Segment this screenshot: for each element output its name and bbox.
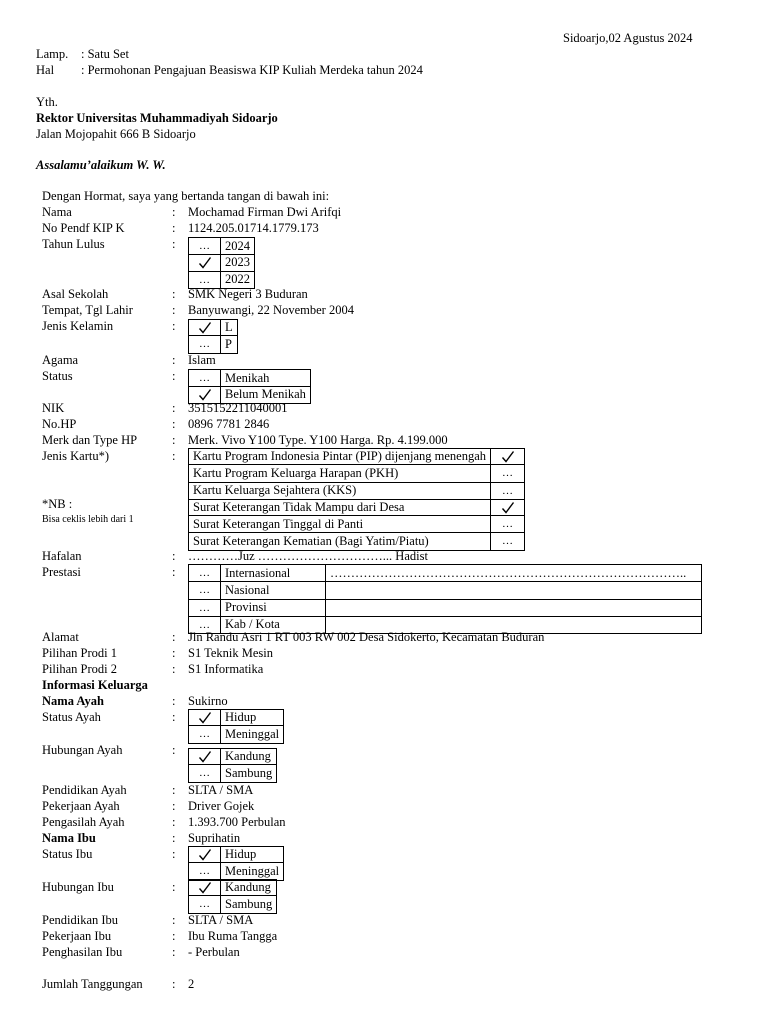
option-label: Sambung bbox=[221, 896, 277, 913]
option-label: Kartu Program Keluarga Harapan (PKH) bbox=[189, 465, 491, 482]
nama-value: Mochamad Firman Dwi Arifqi bbox=[188, 205, 342, 219]
nik-value: 3515152211040001 bbox=[188, 401, 288, 415]
ellipsis-placeholder: … bbox=[199, 618, 210, 631]
lamp-label: Lamp. bbox=[36, 47, 69, 61]
ellipsis-placeholder: … bbox=[199, 898, 210, 911]
prestasi-label: Prestasi bbox=[42, 565, 81, 579]
prodi1-label: Pilihan Prodi 1 bbox=[42, 646, 118, 660]
option-row bbox=[189, 582, 702, 599]
status-ibu-label: Status Ibu bbox=[42, 847, 93, 861]
empty-checkbox[interactable] bbox=[189, 370, 221, 387]
ellipsis-placeholder: … bbox=[502, 535, 513, 548]
jenis-kartu-label: Jenis Kartu*) bbox=[42, 449, 109, 463]
option-label: 2023 bbox=[221, 255, 255, 271]
option-label: Kab / Kota bbox=[221, 616, 326, 633]
ellipsis-placeholder: … bbox=[199, 865, 210, 878]
empty-checkbox[interactable] bbox=[189, 765, 221, 782]
asal-sekolah-label: Asal Sekolah bbox=[42, 287, 109, 301]
kip-label: No Pendf KIP K bbox=[42, 221, 125, 235]
kip-value: 1124.205.01714.1779.173 bbox=[188, 221, 319, 235]
option-label: Hidup bbox=[221, 847, 284, 863]
empty-checkbox[interactable] bbox=[189, 863, 221, 880]
status-ayah-label: Status Ayah bbox=[42, 710, 101, 724]
prodi2-label: Pilihan Prodi 2 bbox=[42, 662, 118, 676]
agama-value: Islam bbox=[188, 353, 216, 367]
ellipsis-placeholder: … bbox=[199, 601, 210, 614]
hubungan-ibu-options bbox=[188, 879, 277, 914]
status-options bbox=[188, 369, 311, 404]
ellipsis-placeholder: … bbox=[199, 728, 210, 741]
ttl-value: Banyuwangi, 22 November 2004 bbox=[188, 303, 354, 317]
status-ayah-options bbox=[188, 709, 284, 744]
option-row bbox=[189, 336, 238, 353]
option-label: Belum Menikah bbox=[221, 387, 311, 403]
pekerjaan-ibu-label: Pekerjaan Ibu bbox=[42, 929, 112, 943]
option-label: 2022 bbox=[221, 271, 255, 288]
ellipsis-placeholder: … bbox=[199, 372, 210, 384]
hafalan-label: Hafalan bbox=[42, 549, 82, 563]
status-label: Status bbox=[42, 369, 73, 383]
empty-checkbox[interactable] bbox=[189, 238, 221, 255]
option-row bbox=[189, 516, 525, 533]
option-row bbox=[189, 255, 255, 271]
option-row bbox=[189, 749, 277, 765]
ellipsis-placeholder: … bbox=[502, 518, 513, 531]
nama-label: Nama bbox=[42, 205, 72, 219]
ellipsis-placeholder: … bbox=[199, 240, 210, 252]
option-row bbox=[189, 565, 702, 582]
hal-value: : Permohonan Pengajuan Beasiswa KIP Kuliah Merdeka tahun 2024 bbox=[81, 63, 423, 77]
penghasilan-ibu-value: - Perbulan bbox=[188, 945, 240, 959]
prodi1-value: S1 Teknik Mesin bbox=[188, 646, 274, 660]
lamp-value: : Satu Set bbox=[81, 47, 129, 61]
option-row bbox=[189, 449, 525, 465]
empty-checkbox[interactable] bbox=[189, 726, 221, 743]
nb-label: *NB : bbox=[42, 497, 73, 511]
penghasilan-ayah-value: 1.393.700 Perbulan bbox=[188, 815, 286, 829]
option-label: Surat Keterangan Tidak Mampu dari Desa bbox=[189, 499, 491, 515]
intro-text: Dengan Hormat, saya yang bertanda tangan di bawah ini: bbox=[42, 189, 330, 203]
option-label: Provinsi bbox=[221, 599, 326, 616]
option-label: Internasional bbox=[221, 565, 326, 582]
checkmark-icon[interactable] bbox=[189, 749, 221, 765]
empty-checkbox[interactable] bbox=[189, 896, 221, 913]
ttl-label: Tempat, Tgl Lahir bbox=[42, 303, 133, 317]
option-label: Surat Keterangan Kematian (Bagi Yatim/Piatu) bbox=[189, 533, 491, 550]
checkmark-icon[interactable] bbox=[491, 449, 525, 465]
option-label: Kartu Program Indonesia Pintar (PIP) dijenjang menengah bbox=[189, 449, 491, 465]
jenis-kartu-options bbox=[188, 448, 525, 551]
ellipsis-placeholder: … bbox=[199, 338, 210, 351]
option-label: Meninggal bbox=[221, 726, 284, 743]
jumlah-tanggungan-label: Jumlah Tanggungan bbox=[42, 977, 143, 991]
option-detail[interactable] bbox=[326, 599, 702, 616]
jenis-kelamin-label: Jenis Kelamin bbox=[42, 319, 114, 333]
option-row bbox=[189, 863, 284, 880]
pendidikan-ibu-label: Pendidikan Ibu bbox=[42, 913, 119, 927]
tahun-lulus-options bbox=[188, 237, 255, 289]
hubungan-ayah-label: Hubungan Ayah bbox=[42, 743, 123, 757]
empty-checkbox[interactable] bbox=[491, 482, 525, 499]
nama-ibu-value: Suprihatin bbox=[188, 831, 241, 845]
recipient-yth: Yth. bbox=[36, 95, 58, 109]
ellipsis-placeholder: … bbox=[502, 467, 513, 480]
ellipsis-placeholder: … bbox=[502, 484, 513, 497]
keluarga-heading: Informasi Keluarga bbox=[42, 678, 148, 692]
status-ibu-options bbox=[188, 846, 284, 881]
option-label: L bbox=[221, 320, 238, 336]
ellipsis-placeholder: … bbox=[199, 273, 210, 286]
hafalan-value: …………Juz …………………………... Hadist bbox=[188, 549, 428, 563]
nama-ibu-label: Nama Ibu bbox=[42, 831, 96, 845]
alamat-value: Jln Randu Asri 1 RT 003 RW 002 Desa Sidokerto, Kecamatan Buduran bbox=[188, 630, 545, 644]
option-label: Kandung bbox=[221, 880, 277, 896]
ellipsis-placeholder: … bbox=[199, 567, 210, 579]
hubungan-ayah-options bbox=[188, 748, 277, 783]
option-row bbox=[189, 482, 525, 499]
option-row bbox=[189, 710, 284, 726]
option-label: Kartu Keluarga Sejahtera (KKS) bbox=[189, 482, 491, 499]
option-row bbox=[189, 320, 238, 336]
option-label: Surat Keterangan Tinggal di Panti bbox=[189, 516, 491, 533]
tahun-lulus-label: Tahun Lulus bbox=[42, 237, 105, 251]
empty-checkbox[interactable] bbox=[189, 599, 221, 616]
greeting: Assalamu’alaikum W. W. bbox=[36, 158, 166, 172]
checkmark-icon[interactable] bbox=[189, 847, 221, 863]
nama-ayah-value: Sukirno bbox=[188, 694, 228, 708]
option-detail[interactable]: ………………………………………………………………………….. bbox=[326, 565, 702, 582]
option-label: Sambung bbox=[221, 765, 277, 782]
checkmark-icon[interactable] bbox=[189, 710, 221, 726]
empty-checkbox[interactable] bbox=[189, 565, 221, 582]
checkmark-icon[interactable] bbox=[189, 255, 221, 271]
ellipsis-placeholder: … bbox=[199, 767, 210, 780]
option-row bbox=[189, 499, 525, 515]
option-label: Nasional bbox=[221, 582, 326, 599]
pekerjaan-ayah-value: Driver Gojek bbox=[188, 799, 255, 813]
penghasilan-ayah-label: Pengasilah Ayah bbox=[42, 815, 125, 829]
nama-ayah-label: Nama Ayah bbox=[42, 694, 104, 708]
hp-label: No.HP bbox=[42, 417, 77, 431]
merk-hp-value: Merk. Vivo Y100 Type. Y100 Harga. Rp. 4.199.000 bbox=[188, 433, 448, 447]
option-label: P bbox=[221, 336, 238, 353]
nik-label: NIK bbox=[42, 401, 65, 415]
option-label: Hidup bbox=[221, 710, 284, 726]
empty-checkbox[interactable] bbox=[189, 582, 221, 599]
checkmark-icon[interactable] bbox=[189, 880, 221, 896]
option-row bbox=[189, 370, 311, 387]
agama-label: Agama bbox=[42, 353, 79, 367]
merk-hp-label: Merk dan Type HP bbox=[42, 433, 138, 447]
option-row bbox=[189, 726, 284, 743]
checkmark-icon[interactable] bbox=[189, 320, 221, 336]
jumlah-tanggungan-value: 2 bbox=[188, 977, 195, 991]
pendidikan-ayah-label: Pendidikan Ayah bbox=[42, 783, 127, 797]
checkmark-icon[interactable] bbox=[491, 499, 525, 515]
option-row bbox=[189, 465, 525, 482]
option-detail[interactable] bbox=[326, 582, 702, 599]
nb-note: Bisa ceklis lebih dari 1 bbox=[42, 514, 134, 525]
recipient-name: Rektor Universitas Muhammadiyah Sidoarjo bbox=[36, 111, 278, 125]
hal-label: Hal bbox=[36, 63, 55, 77]
empty-checkbox[interactable] bbox=[491, 516, 525, 533]
option-label: Menikah bbox=[221, 370, 311, 387]
option-row bbox=[189, 599, 702, 616]
option-label: 2024 bbox=[221, 238, 255, 255]
alamat-label: Alamat bbox=[42, 630, 79, 644]
prodi2-value: S1 Informatika bbox=[188, 662, 264, 676]
option-row bbox=[189, 896, 277, 913]
empty-checkbox[interactable] bbox=[491, 533, 525, 550]
empty-checkbox[interactable] bbox=[189, 336, 221, 353]
option-label: Meninggal bbox=[221, 863, 284, 880]
asal-sekolah-value: SMK Negeri 3 Buduran bbox=[188, 287, 308, 301]
pendidikan-ibu-value: SLTA / SMA bbox=[188, 913, 254, 927]
prestasi-options bbox=[188, 564, 702, 634]
hubungan-ibu-label: Hubungan Ibu bbox=[42, 880, 114, 894]
option-row bbox=[189, 847, 284, 863]
recipient-address: Jalan Mojopahit 666 B Sidoarjo bbox=[36, 127, 196, 141]
hp-value: 0896 7781 2846 bbox=[188, 417, 270, 431]
penghasilan-ibu-label: Penghasilan Ibu bbox=[42, 945, 123, 959]
pekerjaan-ayah-label: Pekerjaan Ayah bbox=[42, 799, 120, 813]
empty-checkbox[interactable] bbox=[491, 465, 525, 482]
ellipsis-placeholder: … bbox=[199, 584, 210, 597]
pekerjaan-ibu-value: Ibu Ruma Tangga bbox=[188, 929, 278, 943]
option-row bbox=[189, 238, 255, 255]
option-row bbox=[189, 880, 277, 896]
option-row bbox=[189, 765, 277, 782]
pendidikan-ayah-value: SLTA / SMA bbox=[188, 783, 254, 797]
letter-date: Sidoarjo,02 Agustus 2024 bbox=[563, 31, 693, 45]
jenis-kelamin-options bbox=[188, 319, 238, 354]
option-label: Kandung bbox=[221, 749, 277, 765]
